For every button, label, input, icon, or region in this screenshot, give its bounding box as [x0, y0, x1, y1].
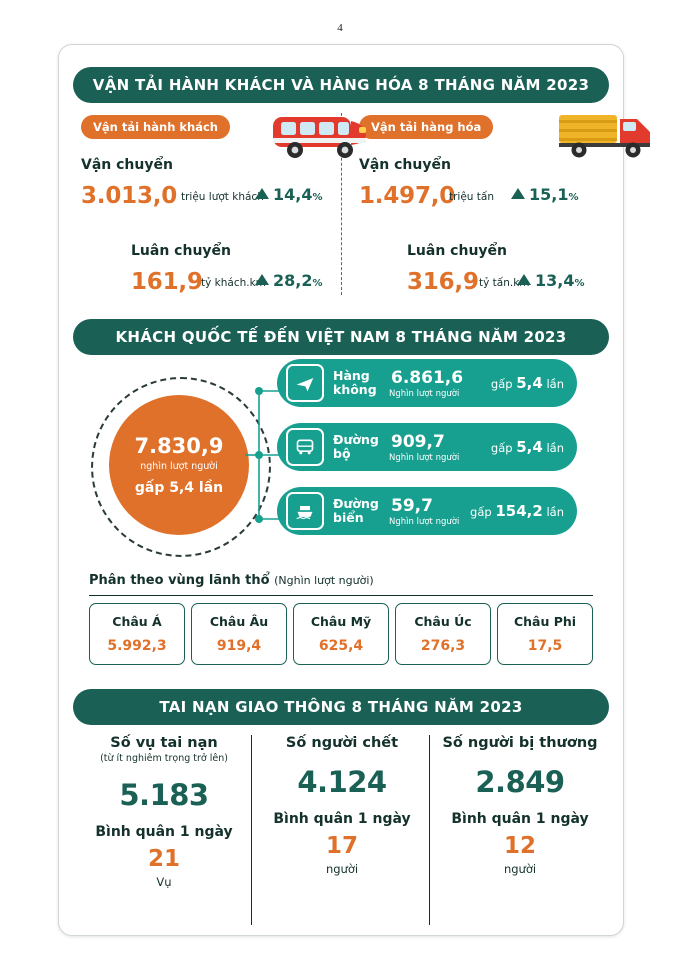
delta-passenger-turnover: 28,2%	[255, 271, 323, 290]
label-freight-turnover: Luân chuyển	[407, 243, 507, 259]
infographic-sheet	[58, 44, 624, 936]
total-visitors-multiplier: gấp 5,4 lần	[134, 480, 224, 496]
accident-average-value: 21	[147, 846, 180, 872]
unit-freight-carried: triệu tấn	[449, 191, 495, 203]
accident-title: Số vụ tai nạn	[110, 735, 218, 751]
accident-value: 5.183	[119, 778, 209, 812]
visitor-mode-value-sea: 59,7	[391, 495, 433, 516]
value-freight-carried: 1.497,0	[359, 183, 456, 209]
accident-column-injuries	[431, 735, 609, 876]
triangle-up-icon	[511, 188, 525, 199]
accident-column-cases	[75, 735, 253, 889]
bus-icon	[267, 107, 372, 163]
region-value: 919,4	[216, 638, 262, 654]
unit-passenger-turnover: tỷ khách.km	[201, 277, 266, 289]
visitor-mode-name-sea: Đường biển	[333, 496, 379, 525]
region-cell	[89, 603, 185, 665]
region-grid	[89, 603, 593, 665]
truck-icon	[557, 107, 657, 159]
visitor-mode-row-air	[277, 359, 577, 407]
region-name: Châu Á	[112, 614, 162, 629]
accident-title: Số người bị thương	[442, 735, 598, 751]
ship-icon	[286, 492, 324, 530]
label-passenger-turnover: Luân chuyển	[131, 243, 231, 259]
total-visitors-unit: nghìn lượt người	[140, 461, 218, 472]
pill-passenger-transport: Vận tải hành khách	[81, 115, 230, 139]
triangle-up-icon	[255, 188, 269, 199]
accident-subtitle: (từ ít nghiêm trọng trở lên)	[100, 753, 228, 764]
region-cell	[293, 603, 389, 665]
visitor-mode-value-air: 6.861,6	[391, 367, 464, 388]
region-name: Châu Phi	[513, 614, 577, 629]
divider-line	[89, 595, 593, 596]
region-name: Châu Âu	[209, 614, 269, 629]
visitor-mode-multiplier-road: gấp 5,4 lần	[490, 438, 564, 456]
region-name: Châu Mỹ	[310, 614, 372, 629]
accident-average-label: Bình quân 1 ngày	[273, 811, 411, 827]
accident-title: Số người chết	[285, 735, 399, 751]
region-cell	[497, 603, 593, 665]
visitor-mode-multiplier-air: gấp 5,4 lần	[490, 374, 564, 392]
accident-average-unit: người	[325, 862, 359, 876]
section-banner-transport: VẬN TẢI HÀNH KHÁCH VÀ HÀNG HÓA 8 THÁNG NĂM 2023	[73, 67, 609, 103]
value-passenger-carried: 3.013,0	[81, 183, 178, 209]
bus-icon	[286, 428, 324, 466]
visitor-mode-row-road	[277, 423, 577, 471]
delta-passenger-carried: 14,4%	[255, 185, 323, 204]
region-cell	[191, 603, 287, 665]
visitor-mode-name-road: Đường bộ	[333, 432, 379, 461]
visitor-mode-multiplier-sea: gấp 154,2 lần	[470, 502, 564, 520]
visitor-mode-unit-air: Nghìn lượt người	[389, 388, 460, 399]
accident-average-value: 17	[325, 833, 358, 859]
visitor-mode-unit-sea: Nghìn lượt người	[389, 516, 460, 527]
accident-column-deaths	[253, 735, 431, 876]
section-banner-accidents: TAI NẠN GIAO THÔNG 8 THÁNG NĂM 2023	[73, 689, 609, 725]
airplane-icon	[286, 364, 324, 402]
visitor-mode-value-road: 909,7	[391, 431, 445, 452]
region-value: 5.992,3	[107, 638, 167, 654]
unit-freight-turnover: tỷ tấn.km	[479, 277, 530, 289]
accident-value: 4.124	[297, 765, 387, 799]
delta-freight-turnover: 13,4%	[517, 271, 585, 290]
region-value: 625,4	[318, 638, 364, 654]
triangle-up-icon	[255, 274, 269, 285]
accident-value: 2.849	[475, 765, 565, 799]
region-cell	[395, 603, 491, 665]
pill-freight-transport: Vận tải hàng hóa	[359, 115, 493, 139]
accident-average-label: Bình quân 1 ngày	[451, 811, 589, 827]
region-value: 17,5	[527, 638, 563, 654]
accident-average-unit: Vụ	[156, 875, 172, 889]
page-number: 4	[337, 22, 343, 34]
triangle-up-icon	[517, 274, 531, 285]
region-name: Châu Úc	[414, 614, 472, 629]
label-passenger-carried: Vận chuyển	[81, 157, 173, 173]
section-banner-visitors: KHÁCH QUỐC TẾ ĐẾN VIỆT NAM 8 THÁNG NĂM 2023	[73, 319, 609, 355]
region-section-title: Phân theo vùng lãnh thổ (Nghìn lượt người)	[89, 573, 374, 588]
accident-average-value: 12	[503, 833, 536, 859]
delta-freight-carried: 15,1%	[511, 185, 579, 204]
visitor-mode-name-air: Hàng không	[333, 368, 377, 397]
region-value: 276,3	[420, 638, 466, 654]
value-freight-turnover: 316,9	[407, 269, 479, 295]
visitor-mode-row-sea	[277, 487, 577, 535]
value-passenger-turnover: 161,9	[131, 269, 203, 295]
visitor-mode-unit-road: Nghìn lượt người	[389, 452, 460, 463]
total-visitors-value: 7.830,9	[134, 434, 224, 458]
accident-average-unit: người	[503, 862, 537, 876]
label-freight-carried: Vận chuyển	[359, 157, 451, 173]
unit-passenger-carried: triệu lượt khách	[181, 191, 264, 203]
accident-average-label: Bình quân 1 ngày	[95, 824, 233, 840]
